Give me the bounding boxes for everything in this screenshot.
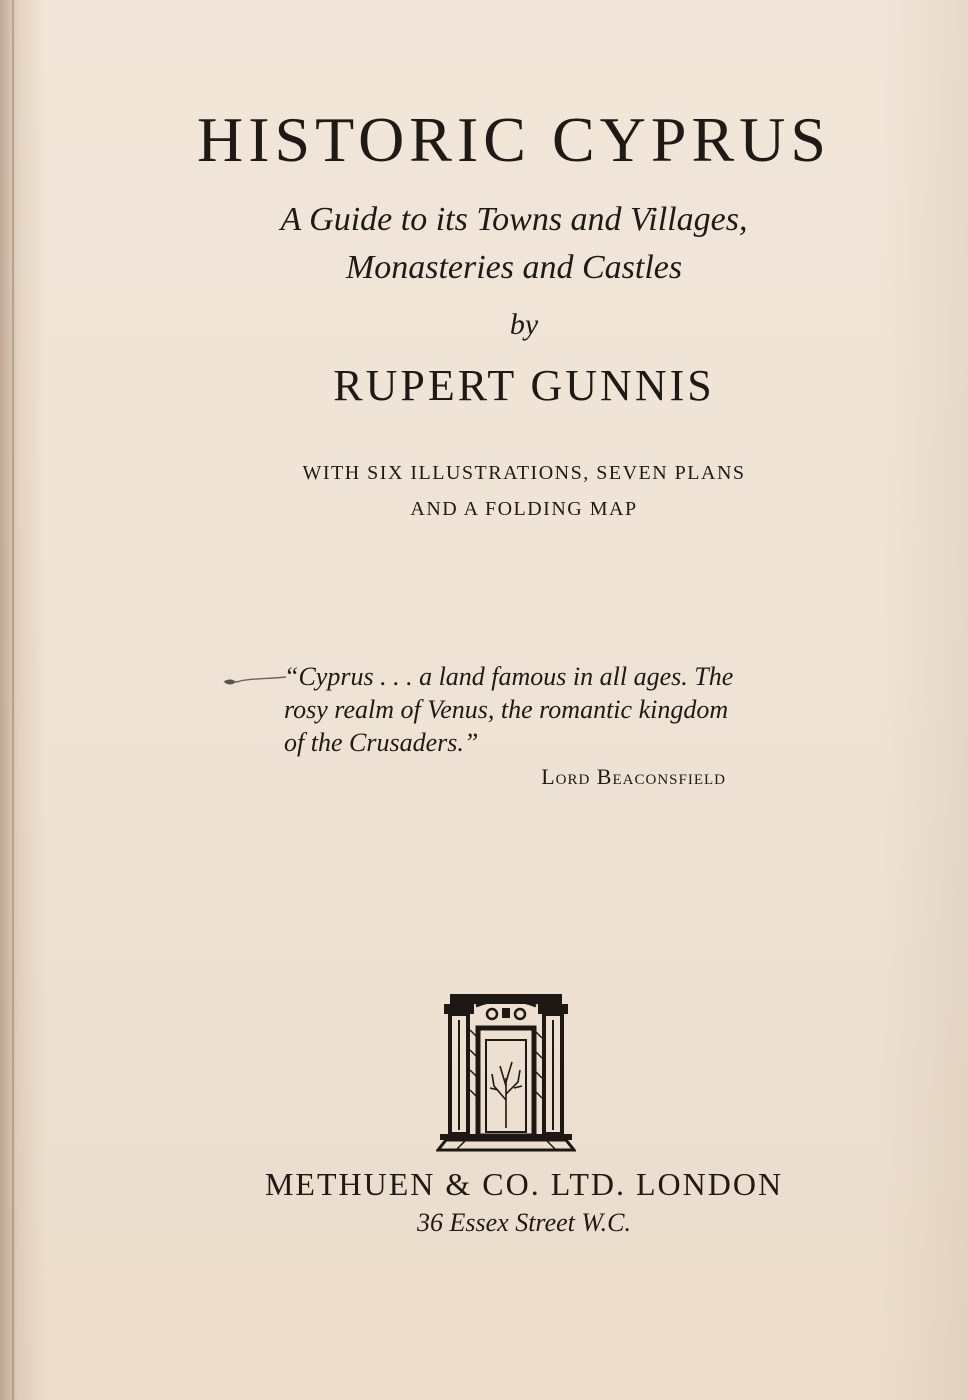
publisher-name: METHUEN & CO. LTD. LONDON (264, 1166, 784, 1202)
epigraph-quote (284, 660, 734, 759)
illustrations-line: WITH SIX ILLUSTRATIONS, SEVEN PLANS (302, 462, 746, 484)
illustrations-line: AND A FOLDING MAP (410, 498, 638, 520)
book-subtitle (0, 196, 968, 292)
book-title: HISTORIC CYPRUS (197, 104, 831, 175)
illustrations-note (0, 455, 968, 527)
epigraph-attribution: Lord Beaconsfield (541, 764, 726, 789)
epigraph-line: rosy realm of Venus, the romantic kingdom (284, 695, 729, 724)
publisher-address: 36 Essex Street W.C. (417, 1208, 631, 1237)
author-name: RUPERT GUNNIS (333, 361, 715, 410)
subtitle-line: A Guide to its Towns and Villages, (280, 201, 748, 238)
epigraph-line: of the Crusaders.” (284, 728, 479, 757)
epigraph-line: “Cyprus . . . a land famous in all ages. The (284, 662, 734, 691)
by-line: by (509, 308, 539, 341)
pencil-mark-icon (220, 668, 290, 692)
subtitle-line: Monasteries and Castles (345, 249, 683, 286)
gateway-emblem-icon (436, 990, 576, 1155)
